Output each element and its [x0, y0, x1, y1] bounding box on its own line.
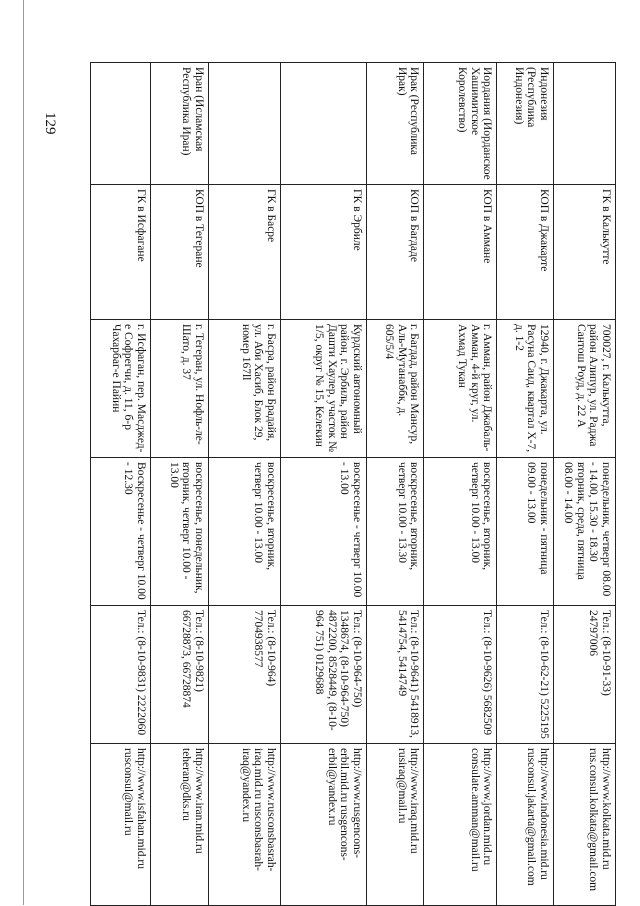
hours-cell: воскресенье, вторник, четверг 10.00 - 13.00: [208, 458, 280, 606]
phone-cell: Тел.: (8-10-9821) 66728873, 66728874: [150, 606, 208, 744]
country-cell: [91, 63, 151, 185]
rotated-page: [90, 62, 616, 905]
address-cell: г. Басра, район Брадайя, ул. Аби Хасиб, Блок 29, номер 167ll: [208, 320, 280, 458]
table-row: [366, 63, 424, 906]
consular-offices-table: [90, 62, 616, 906]
office-cell: КОП в Тегеране: [150, 185, 208, 320]
web-cell: http://www.rusgencons-erbil.mid.ru rusgencons-erbil@yandex.ru: [280, 744, 366, 906]
phone-cell: Тел.: (8-10-62-21) 5225195: [497, 606, 554, 744]
web-cell: http://www.jordan.mid.ru consulate.amman@mail.ru: [424, 744, 497, 906]
table-row: [150, 63, 208, 906]
address-cell: Курдский автономный район, г. Эрбиль, район Дашти Хаулер, участок № 1/5, округ № 15, Келекин: [280, 320, 366, 458]
country-cell: [553, 63, 615, 185]
office-cell: ГК в Калькутте: [553, 185, 615, 320]
phone-cell: Тел.: (8-10-964-750) 1348674, (8-10-964-750) 4872200, 8528449, (8-10-964 751) 0129688: [280, 606, 366, 744]
office-cell: ГК в Эрбиле: [280, 185, 366, 320]
address-cell: 700027, г. Калькутта, район Алипур, ул. Раджа Сантош Роуд, д. 22 А: [553, 320, 615, 458]
hours-cell: воскресенье, понедельник, вторник, четверг 10.00 - 13.00: [150, 458, 208, 606]
country-cell: Иордания (Иорданское Хашимитское Королевство): [424, 63, 497, 185]
office-cell: ГК в Исфагане: [91, 185, 151, 320]
web-cell: http://www.rusconsbasrah-iraq.mid.ru rusconsbasrah-iraq@yandex.ru: [208, 744, 280, 906]
table-row: [553, 63, 615, 906]
table-row: [424, 63, 497, 906]
table-row: [280, 63, 366, 906]
scan-edge-line: [23, 0, 24, 905]
phone-cell: Тел.: (8-10-9641) 5418913, 5414754, 5414749: [366, 606, 424, 744]
address-cell: г. Багдад, район Мансур, Аль-Мутанаббк, д. 605/5/4: [366, 320, 424, 458]
country-cell: Индонезия (Республика Индонезия): [497, 63, 554, 185]
phone-cell: Тел.: (8-10-9626) 5682509: [424, 606, 497, 744]
hours-cell: понедельник, четверг 08.00 - 14.00, 15.30 - 18.30 вторник, среда, пятница 08.00 - 14.00: [553, 458, 615, 606]
table-body: [91, 63, 616, 906]
table-row: [91, 63, 151, 906]
office-cell: КОП в Джакарте: [497, 185, 554, 320]
table-row: [208, 63, 280, 906]
web-cell: http://www.iraq.mid.ru rusiraq@mail.ru: [366, 744, 424, 906]
table-row: [497, 63, 554, 906]
country-cell: Ирак (Республика Ирак): [366, 63, 424, 185]
office-cell: КОП в Аммане: [424, 185, 497, 320]
office-cell: ГК в Басре: [208, 185, 280, 320]
country-cell: Иран (Исламская Республика Иран): [150, 63, 208, 185]
office-cell: КОП в Багдаде: [366, 185, 424, 320]
address-cell: 12940, г. Джакарта, ул. Расуна Саид, квартал Х-7, д. 1-2: [497, 320, 554, 458]
phone-cell: Тел.: (8-10-91-33) 24797006: [553, 606, 615, 744]
page-number: 129: [42, 112, 58, 135]
hours-cell: Воскресенье - четверг 10.00 - 12.30: [91, 458, 151, 606]
web-cell: http://www.kolkata.mid.ru rus.consul.kolkata@gmail.com: [553, 744, 615, 906]
hours-cell: воскресенье, вторник, четверг 10.00 - 13.30: [366, 458, 424, 606]
hours-cell: воскресенье - четверг 10.00 - 13.00: [280, 458, 366, 606]
address-cell: г. Исфаган, пер. Масджед-е Софрегчи, д. 11, б-р Чахарбаг-е Пайин: [91, 320, 151, 458]
address-cell: г. Тегеран, ул. Нофль-ле-Шато, д. 37: [150, 320, 208, 458]
web-cell: http://www.indonesia.mid.ru rusconsul.jakarta@gmail.com: [497, 744, 554, 906]
country-cell: [280, 63, 366, 185]
phone-cell: Тел.: (8-10-964) 7704938577: [208, 606, 280, 744]
web-cell: http://www.isfahan.mid.ru rusconsul@mail.ru: [91, 744, 151, 906]
hours-cell: воскресенье, вторник, четверг 10.00 - 13.00: [424, 458, 497, 606]
web-cell: http://www.iran.mid.ru teheran@dks.ru: [150, 744, 208, 906]
hours-cell: понедельник - пятница 09.00 - 13.00: [497, 458, 554, 606]
phone-cell: Тел.: (8-10-9831) 2222060: [91, 606, 151, 744]
address-cell: г. Амман, район Джабаль-Амман, 4-й круг, ул. Ахмад Тукан: [424, 320, 497, 458]
country-cell: [208, 63, 280, 185]
